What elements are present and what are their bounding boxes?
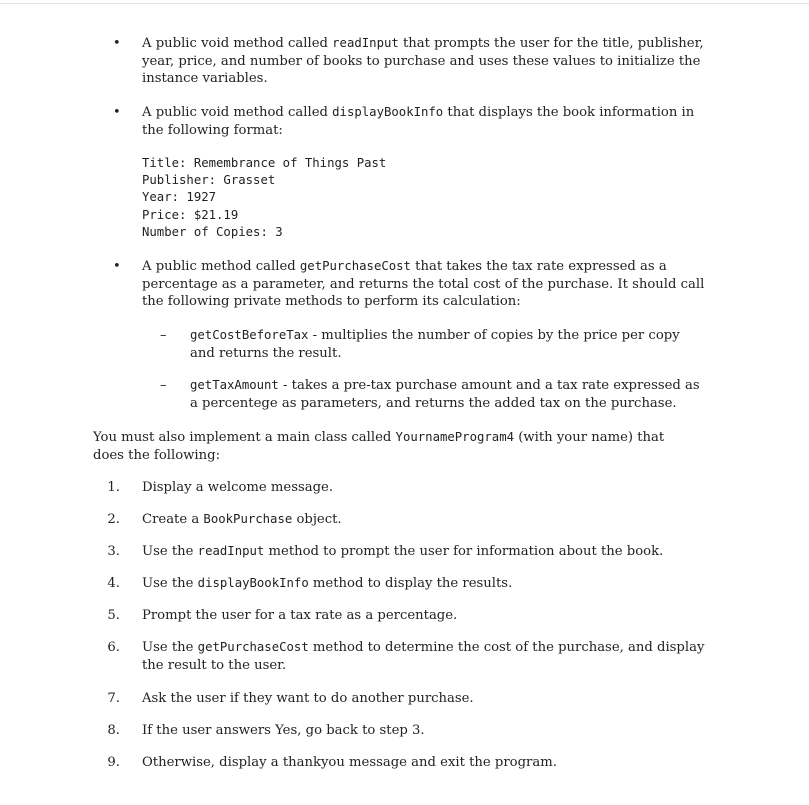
- text-line: [190, 345, 680, 363]
- text-line: [142, 575, 512, 593]
- step-item: [142, 511, 342, 529]
- text-line: [142, 754, 557, 772]
- code-identifier: readInput: [197, 544, 265, 558]
- step-number: 8.: [107, 723, 120, 738]
- bullet-item-get-purchase-cost: [142, 258, 704, 311]
- text-run: that prompts the user for the title, publisher,: [398, 36, 704, 51]
- text-run: Create a: [142, 512, 204, 527]
- sample-output-code-block: [142, 155, 386, 241]
- text-line: [142, 511, 342, 529]
- bullet-item-display-book-info: [142, 104, 694, 139]
- bullet-marker: •: [113, 36, 121, 51]
- text-line: [142, 690, 474, 708]
- dash-marker: –: [160, 328, 167, 343]
- text-run: the following format:: [142, 122, 283, 138]
- text-line: [142, 53, 704, 71]
- text-run: the following private methods to perform its calculation:: [142, 294, 521, 309]
- text-run: method to determine the cost of the purchase, and display: [308, 640, 705, 655]
- step-item: [142, 479, 333, 497]
- text-line: [142, 70, 704, 88]
- text-run: A public void method called: [142, 105, 333, 120]
- step-item: [142, 607, 457, 625]
- code-identifier: getPurchaseCost: [197, 640, 309, 654]
- code-line: Year: 1927: [142, 190, 217, 205]
- code-line: Price: $21.19: [142, 207, 239, 222]
- text-run: method to prompt the user for information about the book.: [264, 544, 664, 559]
- text-run: and returns the result.: [190, 345, 342, 361]
- text-run: - takes a pre-tax purchase amount and a tax rate expressed as: [278, 378, 700, 393]
- text-line: [142, 543, 663, 561]
- text-line: [190, 327, 680, 345]
- code-identifier: getCostBeforeTax: [190, 328, 309, 342]
- text-line: [93, 429, 664, 447]
- code-line: Number of Copies: 3: [142, 224, 283, 239]
- step-number: 2.: [107, 512, 120, 527]
- step-number: 9.: [107, 755, 120, 770]
- text-run: that takes the tax rate expressed as a: [410, 259, 667, 274]
- text-run: A public method called: [142, 259, 300, 274]
- step-item: [142, 543, 663, 561]
- dash-marker: –: [160, 378, 167, 393]
- code-identifier: YournameProgram4: [395, 430, 515, 444]
- text-line: [142, 122, 694, 140]
- text-run: A public void method called: [142, 36, 333, 51]
- text-run: a percentege as parameters, and returns the added tax on the purchase.: [190, 395, 677, 411]
- text-run: Use the: [142, 640, 198, 655]
- text-line: [142, 276, 704, 294]
- code-identifier: readInput: [332, 36, 399, 50]
- text-run: that displays the book information in: [443, 105, 695, 120]
- text-run: year, price, and number of books to purchase and uses these values to initialize the: [142, 53, 701, 69]
- text-run: Ask the user if they want to do another purchase.: [142, 691, 474, 706]
- text-line: [142, 293, 704, 311]
- step-number: 4.: [107, 576, 120, 591]
- text-run: Use the: [142, 576, 198, 591]
- code-identifier: getTaxAmount: [190, 378, 279, 392]
- text-line: [142, 657, 704, 675]
- code-identifier: BookPurchase: [203, 512, 293, 526]
- step-item: [142, 754, 557, 772]
- bullet-item-read-input: [142, 35, 704, 88]
- text-line: [142, 35, 704, 53]
- text-line: [142, 639, 704, 657]
- sub-item-get-tax-amount: [190, 377, 700, 412]
- text-run: You must also implement a main class called: [93, 430, 396, 445]
- text-line: [142, 104, 694, 122]
- step-item: [142, 639, 704, 674]
- text-run: (with your name) that: [514, 430, 665, 445]
- step-item: [142, 690, 474, 708]
- text-run: object.: [292, 512, 342, 527]
- text-line: [142, 607, 457, 625]
- code-line: Publisher: Grasset: [142, 173, 276, 188]
- text-run: does the following:: [93, 447, 221, 463]
- code-line: Title: Remembrance of Things Past: [142, 156, 387, 170]
- bullet-marker: •: [113, 259, 121, 274]
- text-run: Prompt the user for a tax rate as a percentage.: [142, 608, 458, 623]
- sub-item-get-cost-before-tax: [190, 327, 680, 362]
- text-run: If the user answers Yes, go back to step 3.: [142, 723, 425, 738]
- code-identifier: displayBookInfo: [197, 576, 309, 590]
- text-run: percentage as a parameter, and returns the total cost of the purchase. It should call: [142, 276, 705, 292]
- text-line: [190, 377, 700, 395]
- text-run: Use the: [142, 544, 198, 559]
- text-run: the result to the user.: [142, 657, 287, 673]
- main-class-intro: [93, 429, 664, 464]
- step-number: 3.: [107, 544, 120, 559]
- text-run: - multiplies the number of copies by the price per copy: [308, 328, 680, 343]
- text-run: Otherwise, display a thankyou message and exit the program.: [142, 755, 557, 770]
- text-line: [93, 447, 664, 465]
- bullet-marker: •: [113, 105, 121, 120]
- text-run: instance variables.: [142, 71, 268, 86]
- text-line: [142, 258, 704, 276]
- text-line: [142, 479, 333, 497]
- step-item: [142, 722, 425, 740]
- step-number: 5.: [107, 608, 120, 623]
- step-number: 7.: [107, 691, 120, 706]
- text-run: method to display the results.: [308, 576, 513, 591]
- text-run: Display a welcome message.: [142, 480, 334, 495]
- step-item: [142, 575, 512, 593]
- step-number: 6.: [107, 640, 120, 655]
- text-line: [142, 722, 425, 740]
- step-number: 1.: [107, 480, 120, 495]
- code-identifier: getPurchaseCost: [299, 259, 411, 273]
- code-identifier: displayBookInfo: [332, 105, 444, 119]
- text-line: [190, 395, 700, 413]
